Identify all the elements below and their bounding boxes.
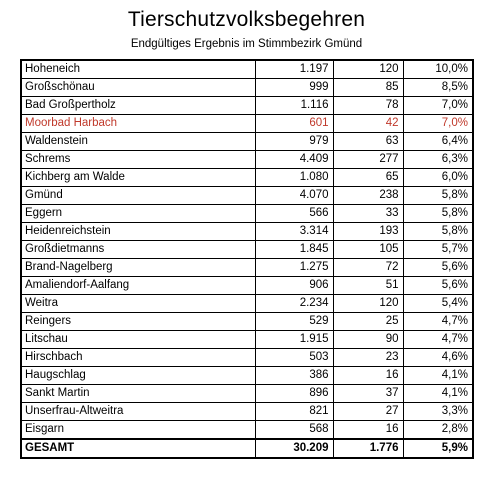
municipality-cell: Brand-Nagelberg bbox=[21, 259, 255, 277]
votes-cell: 529 bbox=[255, 313, 333, 331]
page-title: Tierschutzvolksbegehren bbox=[127, 8, 366, 31]
municipality-cell: Hoheneich bbox=[21, 60, 255, 79]
signatures-cell: 37 bbox=[333, 385, 403, 403]
votes-cell: 4.070 bbox=[255, 187, 333, 205]
table-row bbox=[21, 277, 473, 295]
votes-cell: 386 bbox=[255, 367, 333, 385]
percent-cell: 5,4% bbox=[403, 295, 473, 313]
votes-cell: 1.845 bbox=[255, 241, 333, 259]
total-signatures-cell: 1.776 bbox=[333, 439, 403, 458]
percent-cell: 7,0% bbox=[403, 115, 473, 133]
municipality-cell: Weitra bbox=[21, 295, 255, 313]
percent-cell: 8,5% bbox=[403, 79, 473, 97]
signatures-cell: 120 bbox=[333, 295, 403, 313]
percent-cell: 4,7% bbox=[403, 313, 473, 331]
percent-cell: 4,1% bbox=[403, 385, 473, 403]
table-row bbox=[21, 205, 473, 223]
signatures-cell: 90 bbox=[333, 331, 403, 349]
municipality-cell: Waldenstein bbox=[21, 133, 255, 151]
table-row bbox=[21, 367, 473, 385]
percent-cell: 5,6% bbox=[403, 259, 473, 277]
table-row bbox=[21, 331, 473, 349]
signatures-cell: 105 bbox=[333, 241, 403, 259]
municipality-cell: Moorbad Harbach bbox=[21, 115, 255, 133]
percent-cell: 5,8% bbox=[403, 205, 473, 223]
votes-cell: 568 bbox=[255, 421, 333, 440]
signatures-cell: 42 bbox=[333, 115, 403, 133]
results-table-body bbox=[21, 60, 473, 458]
votes-cell: 979 bbox=[255, 133, 333, 151]
signatures-cell: 27 bbox=[333, 403, 403, 421]
signatures-cell: 25 bbox=[333, 313, 403, 331]
votes-cell: 601 bbox=[255, 115, 333, 133]
total-votes-cell: 30.209 bbox=[255, 439, 333, 458]
municipality-cell: Kichberg am Walde bbox=[21, 169, 255, 187]
municipality-cell: Bad Großpertholz bbox=[21, 97, 255, 115]
municipality-cell: Hirschbach bbox=[21, 349, 255, 367]
table-row bbox=[21, 403, 473, 421]
votes-cell: 3.314 bbox=[255, 223, 333, 241]
municipality-cell: Eisgarn bbox=[21, 421, 255, 440]
municipality-cell: Sankt Martin bbox=[21, 385, 255, 403]
votes-cell: 1.915 bbox=[255, 331, 333, 349]
signatures-cell: 72 bbox=[333, 259, 403, 277]
signatures-cell: 51 bbox=[333, 277, 403, 295]
table-row bbox=[21, 421, 473, 440]
table-row bbox=[21, 115, 473, 133]
signatures-cell: 33 bbox=[333, 205, 403, 223]
municipality-cell: Großschönau bbox=[21, 79, 255, 97]
table-row bbox=[21, 60, 473, 79]
votes-cell: 4.409 bbox=[255, 151, 333, 169]
table-row bbox=[21, 133, 473, 151]
percent-cell: 6,4% bbox=[403, 133, 473, 151]
table-row bbox=[21, 349, 473, 367]
table-row bbox=[21, 79, 473, 97]
municipality-cell: Haugschlag bbox=[21, 367, 255, 385]
table-row bbox=[21, 169, 473, 187]
total-municipality-cell: GESAMT bbox=[21, 439, 255, 458]
signatures-cell: 238 bbox=[333, 187, 403, 205]
votes-cell: 999 bbox=[255, 79, 333, 97]
page-subtitle: Endgültiges Ergebnis im Stimmbezirk Gmünd bbox=[130, 38, 363, 50]
votes-cell: 1.116 bbox=[255, 97, 333, 115]
total-percent-cell: 5,9% bbox=[403, 439, 473, 458]
table-row bbox=[21, 295, 473, 313]
votes-cell: 566 bbox=[255, 205, 333, 223]
results-table bbox=[20, 59, 474, 459]
votes-cell: 1.275 bbox=[255, 259, 333, 277]
votes-cell: 906 bbox=[255, 277, 333, 295]
signatures-cell: 277 bbox=[333, 151, 403, 169]
percent-cell: 4,6% bbox=[403, 349, 473, 367]
table-row bbox=[21, 97, 473, 115]
municipality-cell: Amaliendorf-Aalfang bbox=[21, 277, 255, 295]
percent-cell: 5,8% bbox=[403, 187, 473, 205]
signatures-cell: 23 bbox=[333, 349, 403, 367]
signatures-cell: 65 bbox=[333, 169, 403, 187]
table-row bbox=[21, 223, 473, 241]
municipality-cell: Reingers bbox=[21, 313, 255, 331]
votes-cell: 2.234 bbox=[255, 295, 333, 313]
municipality-cell: Litschau bbox=[21, 331, 255, 349]
percent-cell: 5,7% bbox=[403, 241, 473, 259]
signatures-cell: 16 bbox=[333, 421, 403, 440]
percent-cell: 5,6% bbox=[403, 277, 473, 295]
signatures-cell: 85 bbox=[333, 79, 403, 97]
table-row bbox=[21, 187, 473, 205]
votes-cell: 1.197 bbox=[255, 60, 333, 79]
table-row bbox=[21, 151, 473, 169]
table-row bbox=[21, 241, 473, 259]
municipality-cell: Gmünd bbox=[21, 187, 255, 205]
municipality-cell: Großdietmanns bbox=[21, 241, 255, 259]
signatures-cell: 193 bbox=[333, 223, 403, 241]
table-row bbox=[21, 259, 473, 277]
votes-cell: 1.080 bbox=[255, 169, 333, 187]
percent-cell: 2,8% bbox=[403, 421, 473, 440]
table-row bbox=[21, 385, 473, 403]
table-row bbox=[21, 313, 473, 331]
votes-cell: 896 bbox=[255, 385, 333, 403]
municipality-cell: Heidenreichstein bbox=[21, 223, 255, 241]
municipality-cell: Unserfrau-Altweitra bbox=[21, 403, 255, 421]
percent-cell: 6,3% bbox=[403, 151, 473, 169]
votes-cell: 821 bbox=[255, 403, 333, 421]
signatures-cell: 63 bbox=[333, 133, 403, 151]
percent-cell: 7,0% bbox=[403, 97, 473, 115]
percent-cell: 10,0% bbox=[403, 60, 473, 79]
signatures-cell: 120 bbox=[333, 60, 403, 79]
signatures-cell: 16 bbox=[333, 367, 403, 385]
votes-cell: 503 bbox=[255, 349, 333, 367]
signatures-cell: 78 bbox=[333, 97, 403, 115]
percent-cell: 4,1% bbox=[403, 367, 473, 385]
percent-cell: 6,0% bbox=[403, 169, 473, 187]
percent-cell: 3,3% bbox=[403, 403, 473, 421]
percent-cell: 5,8% bbox=[403, 223, 473, 241]
municipality-cell: Schrems bbox=[21, 151, 255, 169]
percent-cell: 4,7% bbox=[403, 331, 473, 349]
total-row bbox=[21, 439, 473, 458]
municipality-cell: Eggern bbox=[21, 205, 255, 223]
